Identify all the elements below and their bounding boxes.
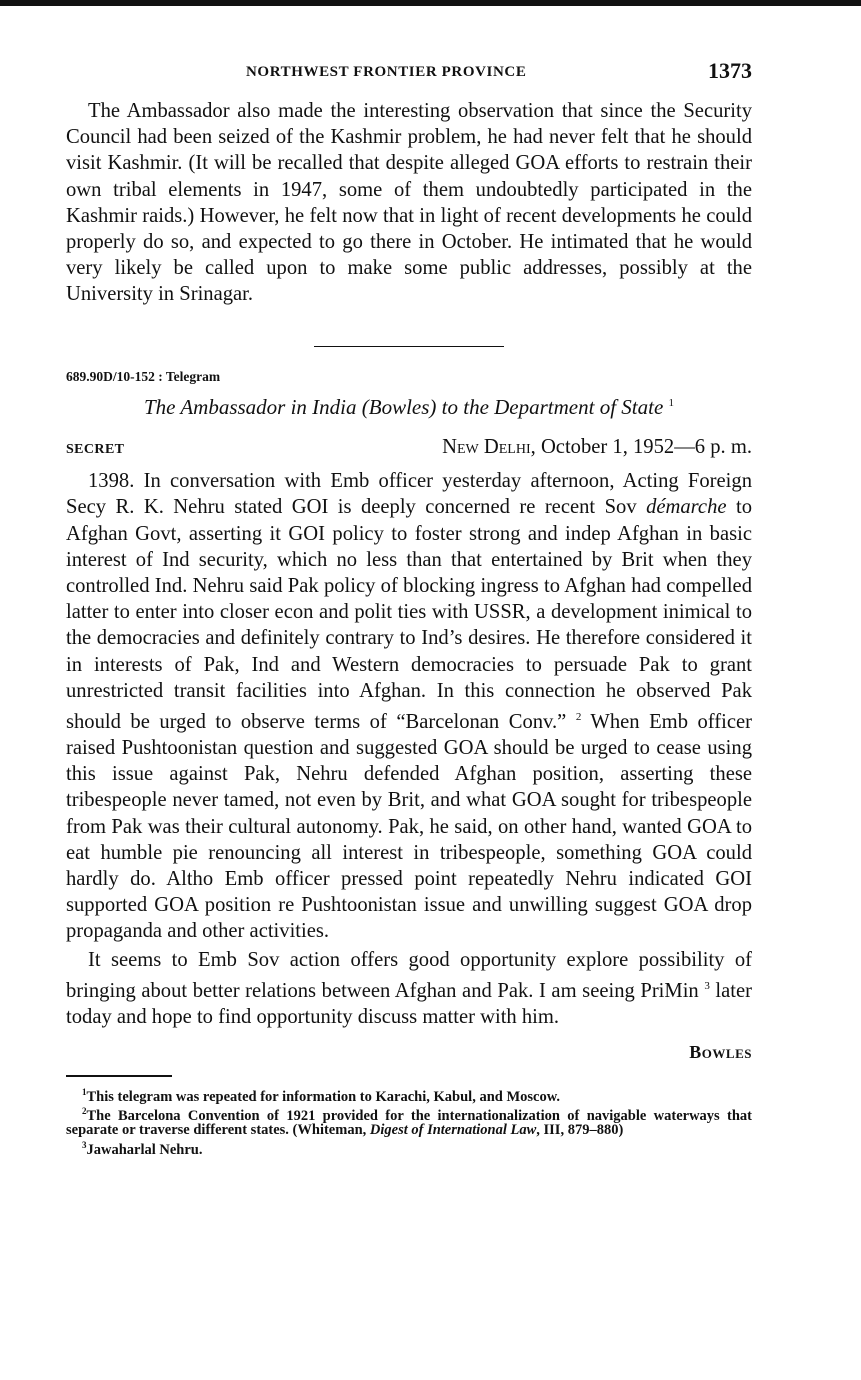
dateline-place: New Delhi, <box>442 436 536 459</box>
telegram-p2-part1: It seems to Emb Sov action offers good opportunity explore possibility of bringing about better relations between Afghan and Pak. I am seeing PriMin <box>66 948 752 1002</box>
footnote-1 <box>66 1085 752 1104</box>
footnote-ref-1: 1 <box>668 397 675 410</box>
classification-label: SECRET <box>66 442 125 458</box>
footnotes <box>66 1085 752 1157</box>
footnote-mark: 3 <box>82 1139 87 1150</box>
telegram-p2-part2: later today and hope to find opportunity discuss matter with him. <box>66 979 752 1028</box>
footnote-mark: 1 <box>82 1086 87 1097</box>
telegram-paragraph-2 <box>66 947 752 1030</box>
running-head: NORTHWEST FRONTIER PROVINCE <box>246 64 527 80</box>
signature: Bowles <box>689 1042 752 1063</box>
dateline <box>442 436 752 459</box>
footnote-mark: 2 <box>82 1105 87 1116</box>
document-title <box>66 395 752 420</box>
telegram-p1-part3: When Emb officer raised Pushtoonistan question and suggested GOA should be urged to cease using this issue against Pak, Nehru defended Afghan position, asserting these tribespeople never tamed, not even by Brit, and what GOA sought for tribespeople from Pak was their cultural autonomy. Pak, he said, on other hand, wanted GOA to eat humble pie renouncing all interest in tribespeople, something GOA could hardly do. Altho Emb officer pressed point repeatedly Nehru indicated GOI supported GOA position re Pushtoonistan issue and unwilling suggest GOA drop propaganda and other activities. <box>66 710 752 943</box>
footnote-text-end: , III, 879–880) <box>536 1122 624 1139</box>
telegram-p1-italic: démarche <box>646 496 727 519</box>
telegram-paragraph-1 <box>66 468 752 945</box>
page-header <box>66 58 752 92</box>
paragraph-ambassador-observation: The Ambassador also made the interesting observation that since the Security Council had been seized of the Kashmir problem, he had never felt that he should visit Kashmir. (It will be recalled that despite alleged GOA efforts to restrain their own tribal elements in 1947, some of them undoubtedly participated in the Kashmir raids.) However, he felt now that in light of recent developments he could properly do so, and expected to go there in October. He intimated that he would very likely be called upon to make some public addresses, possibly at the University in Srinagar. <box>66 100 752 306</box>
footnote-3 <box>66 1138 752 1157</box>
footnote-italic-title: Digest of International Law <box>369 1122 537 1139</box>
footnote-text: This telegram was repeated for information to Karachi, Kabul, and Moscow. <box>86 1088 561 1105</box>
footnote-text: The Barcelona Convention of 1921 provided for the internationalization of navigable waterways that separate or traverse different states. (Whiteman, <box>66 1107 752 1139</box>
telegram-p1-part2: to Afghan Govt, asserting it GOI policy to foster strong and indep Afghan in basic interest of Ind security, which no less than that entertained by Brit when they controlled Ind. Nehru said Pak policy of blocking ingress to Afghan had compelled latter to enter into closer econ and polit ties with USSR, a development inimical to the democracies and definitely contrary to Ind’s desires. He therefore considered it in interests of Pak, Ind and Western democracies to persuade Pak to grant unrestricted transit facilities into Afghan. In this connection he observed Pak should be urged to observe terms of “Barcelonan Conv.” <box>66 496 752 733</box>
footnote-text: Jawaharlal Nehru. <box>86 1141 203 1158</box>
dateline-date: October 1, 1952—6 p. m. <box>540 436 752 459</box>
section-divider <box>314 346 504 348</box>
document-title-text: The Ambassador in India (Bowles) to the Department of State <box>143 395 664 420</box>
top-edge-bar <box>0 0 861 6</box>
document-file-number: 689.90D/10-152 : Telegram <box>66 369 221 385</box>
footnote-divider <box>66 1075 172 1077</box>
footnote-2 <box>66 1104 752 1138</box>
footnote-ref-2: 2 <box>575 710 582 723</box>
dateline-row <box>66 436 752 466</box>
page-number: 1373 <box>708 58 752 83</box>
telegram-p1-part1: 1398. In conversation with Emb officer yesterday afternoon, Acting Foreign Secy R. K. Nehru stated GOI is deeply concerned re recent Sov <box>66 470 752 519</box>
document-page <box>66 58 752 1157</box>
footnote-ref-3: 3 <box>704 979 710 992</box>
